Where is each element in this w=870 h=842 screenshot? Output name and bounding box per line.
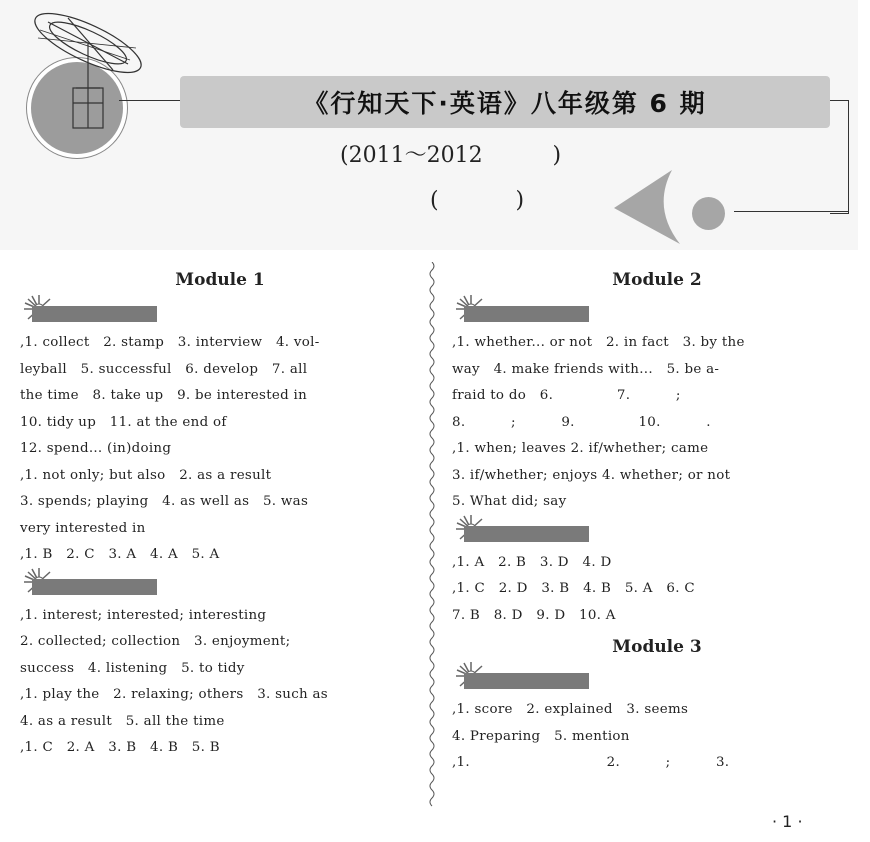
answer-line: 4. Preparing 5. mention	[452, 728, 630, 744]
answer-line: ,1. B 2. C 3. A 4. A 5. A	[20, 547, 220, 562]
module-1-title: Module 1	[175, 270, 265, 290]
column-divider	[426, 262, 438, 810]
answer-line: ,1. score 2. explained 3. seems	[452, 702, 689, 717]
decor-line	[734, 211, 848, 212]
answer-block	[452, 697, 862, 777]
section-header-bar	[452, 520, 862, 544]
section-header-bar	[20, 573, 420, 597]
answer-block	[452, 550, 862, 630]
answer-line: 8. ; 9. 10. .	[452, 414, 711, 430]
section-header-bar	[452, 300, 862, 324]
answer-line: 2. collected; collection 3. enjoyment;	[20, 634, 291, 649]
answer-line: ,1. not only; but also 2. as a result	[20, 467, 272, 483]
satellite-dish-icon	[18, 8, 178, 148]
answer-line: success 4. listening 5. to tidy	[20, 660, 245, 676]
page-number: · 1 ·	[772, 812, 803, 831]
bracket-line	[830, 100, 849, 214]
answer-line: ,1. interest; interested; interesting	[20, 607, 267, 623]
answer-line: 12. spend... (in)doing	[20, 441, 172, 456]
title-banner	[180, 76, 830, 128]
answer-line: ,1. when; leaves 2. if/whether; came	[452, 441, 709, 456]
blank-parentheses: ( )	[430, 188, 525, 213]
school-year-line: (2011～2012 )	[340, 143, 562, 168]
left-column	[20, 262, 420, 762]
triangle-decoration	[612, 166, 684, 246]
answer-line: ,1. C 2. D 3. B 4. B 5. A 6. C	[452, 581, 695, 596]
answer-line: fraid to do 6. 7. ;	[452, 388, 681, 403]
answer-line: ,1. C 2. A 3. B 4. B 5. B	[20, 740, 220, 755]
answer-line: ,1. whether... or not 2. in fact 3. by the	[452, 335, 745, 350]
right-column	[452, 262, 862, 777]
module-2-title: Module 2	[612, 270, 702, 290]
answer-line: the time 8. take up 9. be interested in	[20, 388, 308, 403]
answer-line: 3. spends; playing 4. as well as 5. was	[20, 494, 309, 509]
answer-line: leyball 5. successful 6. develop 7. all	[20, 361, 308, 377]
answer-line: ,1. collect 2. stamp 3. interview 4. vol-	[20, 335, 320, 350]
answer-line: ,1. play the 2. relaxing; others 3. such as	[20, 687, 328, 702]
answer-line: 3. if/whether; enjoys 4. whether; or not	[452, 467, 731, 483]
section-header-bar	[452, 667, 862, 691]
answer-line: 5. What did; say	[452, 494, 567, 509]
answer-line: way 4. make friends with... 5. be a-	[452, 361, 720, 377]
title-connector-line	[119, 100, 180, 101]
answer-line: 4. as a result 5. all the time	[20, 713, 225, 729]
answer-block	[20, 603, 420, 762]
module-3-title: Module 3	[612, 637, 702, 657]
answer-block	[452, 330, 862, 516]
page-title: 《行知天下·英语》八年级第 6 期	[303, 89, 707, 118]
circle-decoration	[692, 197, 725, 230]
answer-block	[20, 330, 420, 569]
answer-line: ,1. A 2. B 3. D 4. D	[452, 554, 612, 570]
answer-line: 7. B 8. D 9. D 10. A	[452, 607, 616, 623]
section-header-bar	[20, 300, 420, 324]
answer-line: 10. tidy up 11. at the end of	[20, 414, 227, 430]
answer-line: ,1. 2. ; 3.	[452, 755, 730, 770]
answer-line: very interested in	[20, 520, 146, 536]
